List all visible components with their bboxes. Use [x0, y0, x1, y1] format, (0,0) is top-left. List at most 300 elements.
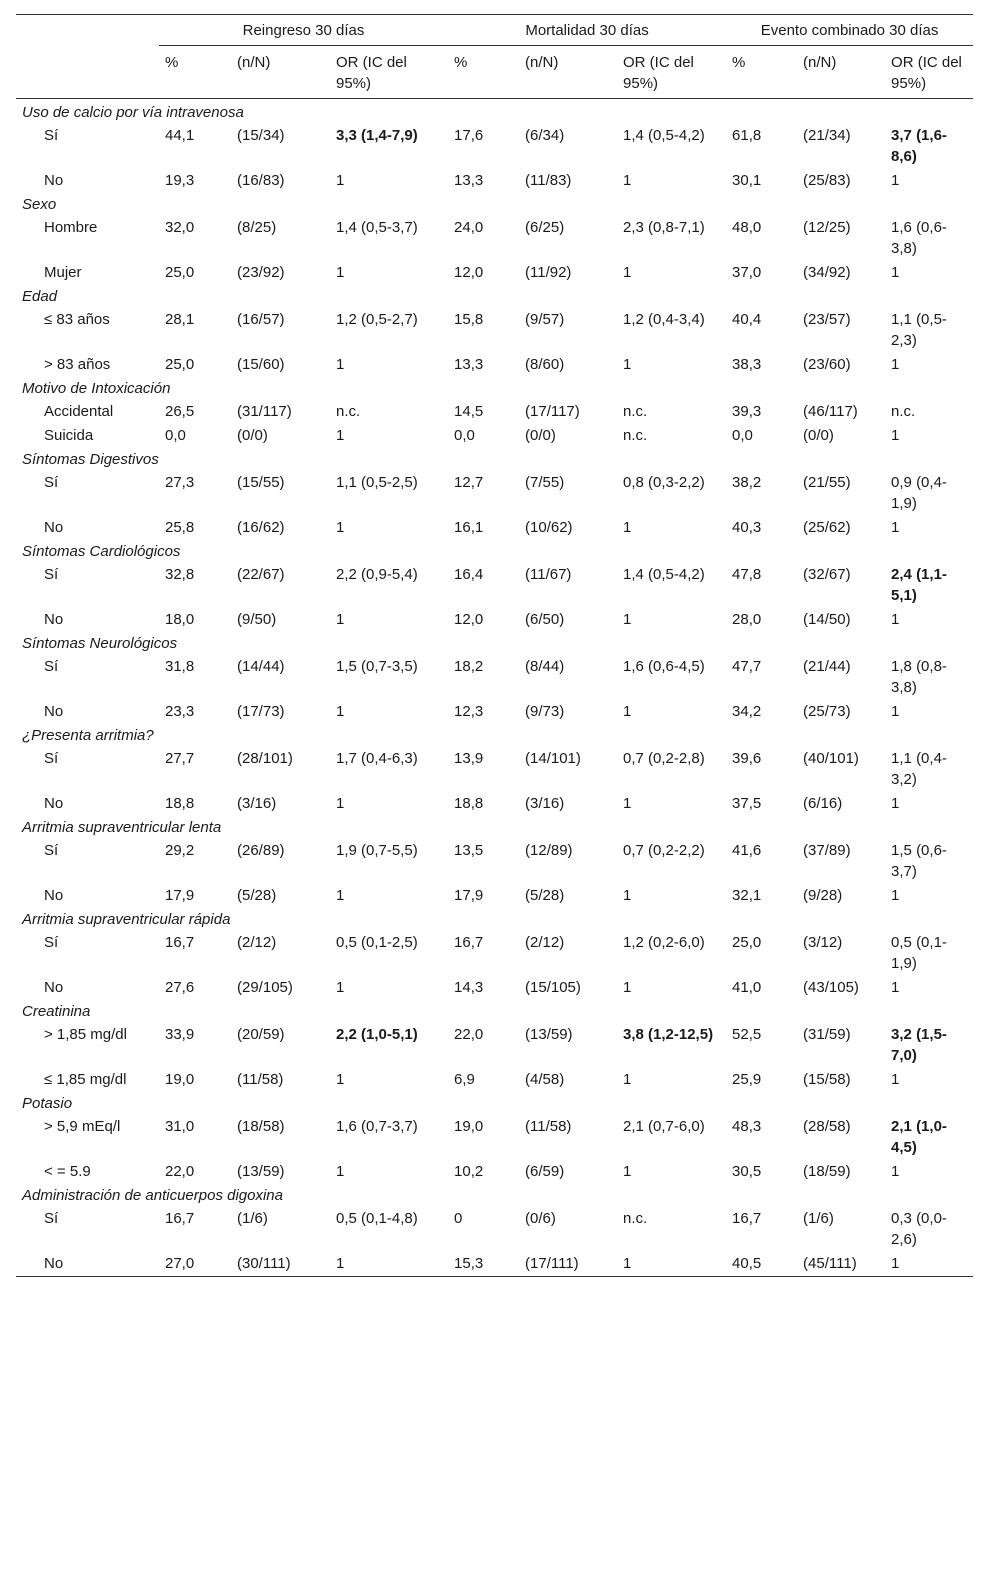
- cell-pct: 15,8: [454, 311, 484, 328]
- table-row: [16, 400, 973, 424]
- cell-pct: 40,5: [732, 1255, 762, 1272]
- table-header: [16, 15, 973, 99]
- cell-pct: 12,7: [454, 474, 484, 491]
- cell-nn: (37/89): [803, 842, 851, 859]
- cell-or: 0,9 (0,4-1,9): [891, 474, 947, 512]
- cell-nn: (23/60): [803, 356, 851, 373]
- subheader-pct: %: [165, 54, 179, 71]
- cell-nn: (12/89): [525, 842, 573, 859]
- cell-nn: (15/105): [525, 979, 581, 996]
- cell-or: 1: [891, 1071, 900, 1088]
- table-row: [16, 516, 973, 540]
- table-row: [16, 563, 973, 608]
- cell-nn: (21/44): [803, 658, 851, 675]
- cell-pct: 17,9: [454, 887, 484, 904]
- table-row: [16, 1068, 973, 1092]
- subheader-row: [16, 46, 973, 99]
- section-title: ¿Presenta arritmia?: [22, 727, 154, 744]
- subheader-or: OR (IC del 95%): [623, 54, 694, 92]
- cell-or: 1: [623, 887, 632, 904]
- row-label: Mujer: [44, 264, 82, 281]
- row-label: ≤ 83 años: [44, 311, 110, 328]
- table-row: [16, 169, 973, 193]
- cell-or: 1: [891, 264, 900, 281]
- cell-pct: 39,3: [732, 403, 762, 420]
- cell-or: 1: [891, 356, 900, 373]
- cell-or: 1,4 (0,5-3,7): [336, 219, 418, 236]
- cell-pct: 38,2: [732, 474, 762, 491]
- row-label: Accidental: [44, 403, 114, 420]
- cell-nn: (23/92): [237, 264, 285, 281]
- cell-or: 1: [891, 427, 900, 444]
- cell-pct: 44,1: [165, 127, 195, 144]
- table-row: [16, 1023, 973, 1068]
- cell-pct: 28,0: [732, 611, 762, 628]
- section-title: Edad: [22, 288, 58, 305]
- cell-or: 1,2 (0,2-6,0): [623, 934, 705, 951]
- cell-or: 1: [891, 887, 900, 904]
- section-header-row: [16, 632, 973, 655]
- cell-nn: (18/58): [237, 1118, 285, 1135]
- cell-nn: (6/25): [525, 219, 565, 236]
- row-label: ≤ 1,85 mg/dl: [44, 1071, 127, 1088]
- cell-nn: (11/58): [525, 1118, 572, 1135]
- section-header-row: [16, 1184, 973, 1207]
- cell-pct: 22,0: [165, 1163, 195, 1180]
- cell-nn: (5/28): [237, 887, 277, 904]
- row-label: < = 5.9: [44, 1163, 91, 1180]
- cell-pct: 0,0: [732, 427, 753, 444]
- row-label: Sí: [44, 934, 59, 951]
- row-label: Sí: [44, 658, 59, 675]
- cell-pct: 12,3: [454, 703, 484, 720]
- cell-or: 1,5 (0,7-3,5): [336, 658, 418, 675]
- row-label: Sí: [44, 1210, 59, 1227]
- cell-or: 1: [336, 1163, 345, 1180]
- cell-or: n.c.: [623, 1210, 648, 1227]
- cell-or: 1,1 (0,4-3,2): [891, 750, 947, 788]
- row-label: > 83 años: [44, 356, 111, 373]
- cell-nn: (31/117): [237, 403, 292, 420]
- cell-nn: (25/73): [803, 703, 851, 720]
- cell-pct: 32,8: [165, 566, 195, 583]
- row-label: No: [44, 611, 64, 628]
- cell-or: 0,5 (0,1-1,9): [891, 934, 947, 972]
- cell-or: 2,4 (1,1-5,1): [891, 566, 947, 604]
- cell-nn: (16/57): [237, 311, 285, 328]
- cell-nn: (17/73): [237, 703, 285, 720]
- cell-or: n.c.: [623, 403, 648, 420]
- row-label: Hombre: [44, 219, 98, 236]
- row-label: > 5,9 mEq/l: [44, 1118, 121, 1135]
- cell-pct: 17,9: [165, 887, 195, 904]
- cell-or: 1: [891, 611, 900, 628]
- results-table: [16, 14, 973, 1277]
- section-title: Creatinina: [22, 1003, 91, 1020]
- cell-or: 1: [336, 795, 345, 812]
- cell-nn: (2/12): [237, 934, 277, 951]
- cell-nn: (0/0): [237, 427, 268, 444]
- cell-or: 1: [336, 1071, 345, 1088]
- cell-nn: (15/60): [237, 356, 285, 373]
- cell-or: n.c.: [623, 427, 648, 444]
- subheader-or: OR (IC del 95%): [336, 54, 407, 92]
- cell-pct: 24,0: [454, 219, 484, 236]
- cell-pct: 17,6: [454, 127, 484, 144]
- cell-or: 1: [336, 172, 345, 189]
- cell-pct: 0,0: [165, 427, 186, 444]
- cell-pct: 6,9: [454, 1071, 475, 1088]
- section-header-row: [16, 816, 973, 839]
- table-row: [16, 308, 973, 353]
- cell-nn: (0/0): [525, 427, 556, 444]
- cell-pct: 16,7: [165, 934, 195, 951]
- cell-pct: 48,0: [732, 219, 762, 236]
- cell-nn: (11/92): [525, 264, 572, 281]
- row-label: Sí: [44, 750, 59, 767]
- cell-pct: 30,5: [732, 1163, 762, 1180]
- cell-pct: 18,0: [165, 611, 195, 628]
- cell-pct: 27,0: [165, 1255, 195, 1272]
- cell-pct: 25,0: [165, 264, 195, 281]
- table-row: [16, 353, 973, 377]
- cell-pct: 25,8: [165, 519, 195, 536]
- cell-nn: (0/0): [803, 427, 834, 444]
- cell-pct: 28,1: [165, 311, 195, 328]
- cell-or: 1: [336, 264, 345, 281]
- cell-pct: 41,0: [732, 979, 762, 996]
- cell-pct: 22,0: [454, 1026, 484, 1043]
- cell-pct: 47,7: [732, 658, 762, 675]
- cell-or: 1: [891, 979, 900, 996]
- cell-pct: 33,9: [165, 1026, 195, 1043]
- cell-nn: (6/34): [525, 127, 565, 144]
- section-header-row: [16, 908, 973, 931]
- cell-nn: (46/117): [803, 403, 858, 420]
- cell-pct: 27,7: [165, 750, 195, 767]
- section-title: Uso de calcio por vía intravenosa: [22, 104, 244, 121]
- cell-or: 1: [336, 356, 345, 373]
- subheader-nn: (n/N): [803, 54, 837, 71]
- cell-or: 3,7 (1,6-8,6): [891, 127, 947, 165]
- cell-pct: 48,3: [732, 1118, 762, 1135]
- subheader-nn: (n/N): [525, 54, 559, 71]
- cell-pct: 23,3: [165, 703, 195, 720]
- cell-nn: (8/44): [525, 658, 565, 675]
- cell-nn: (16/83): [237, 172, 285, 189]
- cell-pct: 16,7: [165, 1210, 195, 1227]
- cell-pct: 18,8: [165, 795, 195, 812]
- table-row: [16, 747, 973, 792]
- row-label: Sí: [44, 127, 59, 144]
- cell-pct: 37,0: [732, 264, 762, 281]
- cell-nn: (11/58): [237, 1071, 284, 1088]
- cell-nn: (9/50): [237, 611, 277, 628]
- cell-pct: 41,6: [732, 842, 762, 859]
- table-row: [16, 931, 973, 976]
- group-header-mortalidad: Mortalidad 30 días: [448, 15, 726, 46]
- cell-nn: (6/16): [803, 795, 843, 812]
- cell-pct: 16,4: [454, 566, 484, 583]
- cell-or: 1: [891, 795, 900, 812]
- cell-or: 1,7 (0,4-6,3): [336, 750, 418, 767]
- cell-nn: (14/44): [237, 658, 285, 675]
- cell-pct: 19,0: [454, 1118, 484, 1135]
- cell-or: n.c.: [336, 403, 361, 420]
- table-container: [16, 14, 973, 1277]
- cell-or: 0,5 (0,1-4,8): [336, 1210, 418, 1227]
- cell-nn: (1/6): [237, 1210, 268, 1227]
- cell-nn: (26/89): [237, 842, 285, 859]
- row-label: Sí: [44, 842, 59, 859]
- section-header-row: [16, 193, 973, 216]
- cell-nn: (6/50): [525, 611, 565, 628]
- cell-or: 3,8 (1,2-12,5): [623, 1026, 714, 1043]
- cell-nn: (16/62): [237, 519, 285, 536]
- cell-or: 1: [623, 1163, 632, 1180]
- cell-pct: 18,2: [454, 658, 484, 675]
- section-title: Síntomas Neurológicos: [22, 635, 178, 652]
- cell-nn: (14/101): [525, 750, 581, 767]
- cell-or: 1,1 (0,5-2,5): [336, 474, 418, 491]
- cell-or: 1: [623, 611, 632, 628]
- row-label: No: [44, 172, 64, 189]
- table-row: [16, 1115, 973, 1160]
- cell-pct: 31,8: [165, 658, 195, 675]
- cell-or: 1,8 (0,8-3,8): [891, 658, 947, 696]
- table-row: [16, 1160, 973, 1184]
- table-row: [16, 1207, 973, 1252]
- cell-nn: (18/59): [803, 1163, 851, 1180]
- cell-or: 2,3 (0,8-7,1): [623, 219, 705, 236]
- cell-nn: (28/58): [803, 1118, 851, 1135]
- cell-pct: 37,5: [732, 795, 762, 812]
- cell-pct: 25,9: [732, 1071, 762, 1088]
- cell-pct: 14,3: [454, 979, 484, 996]
- cell-pct: 12,0: [454, 611, 484, 628]
- section-title: Síntomas Cardiológicos: [22, 543, 181, 560]
- cell-or: 1,6 (0,7-3,7): [336, 1118, 418, 1135]
- cell-pct: 14,5: [454, 403, 484, 420]
- cell-pct: 13,3: [454, 172, 484, 189]
- row-label: No: [44, 795, 64, 812]
- cell-or: 2,2 (1,0-5,1): [336, 1026, 418, 1043]
- subheader-pct: %: [732, 54, 746, 71]
- section-title: Sexo: [22, 196, 57, 213]
- cell-or: 0,8 (0,3-2,2): [623, 474, 705, 491]
- section-title: Potasio: [22, 1095, 73, 1112]
- cell-nn: (6/59): [525, 1163, 565, 1180]
- cell-nn: (25/62): [803, 519, 851, 536]
- cell-pct: 29,2: [165, 842, 195, 859]
- cell-nn: (17/117): [525, 403, 580, 420]
- cell-or: 1,9 (0,7-5,5): [336, 842, 418, 859]
- cell-nn: (40/101): [803, 750, 859, 767]
- cell-nn: (0/6): [525, 1210, 556, 1227]
- cell-or: 1: [623, 1255, 632, 1272]
- cell-nn: (13/59): [525, 1026, 573, 1043]
- cell-or: 0,7 (0,2-2,2): [623, 842, 705, 859]
- subheader-pct: %: [454, 54, 468, 71]
- cell-or: 1: [623, 1071, 632, 1088]
- section-header-row: [16, 377, 973, 400]
- cell-nn: (14/50): [803, 611, 851, 628]
- cell-nn: (8/60): [525, 356, 565, 373]
- table-row: [16, 471, 973, 516]
- table-row: [16, 261, 973, 285]
- cell-nn: (21/34): [803, 127, 851, 144]
- section-title: Motivo de Intoxicación: [22, 380, 171, 397]
- cell-or: 1,2 (0,4-3,4): [623, 311, 705, 328]
- cell-nn: (23/57): [803, 311, 851, 328]
- section-title: Síntomas Digestivos: [22, 451, 159, 468]
- section-header-row: [16, 1000, 973, 1023]
- cell-or: 1,5 (0,6-3,7): [891, 842, 947, 880]
- cell-nn: (29/105): [237, 979, 293, 996]
- cell-nn: (15/34): [237, 127, 285, 144]
- cell-nn: (1/6): [803, 1210, 834, 1227]
- cell-pct: 30,1: [732, 172, 762, 189]
- cell-or: 1: [623, 356, 632, 373]
- row-label: No: [44, 1255, 64, 1272]
- cell-nn: (9/28): [803, 887, 843, 904]
- subheader-or: OR (IC del 95%): [891, 54, 962, 92]
- cell-nn: (3/12): [803, 934, 843, 951]
- section-header-row: [16, 540, 973, 563]
- cell-or: n.c.: [891, 403, 916, 420]
- cell-or: 2,1 (0,7-6,0): [623, 1118, 705, 1135]
- cell-pct: 16,7: [454, 934, 484, 951]
- cell-nn: (43/105): [803, 979, 859, 996]
- cell-nn: (21/55): [803, 474, 851, 491]
- cell-or: 1: [623, 703, 632, 720]
- cell-or: 1: [623, 979, 632, 996]
- cell-pct: 26,5: [165, 403, 195, 420]
- cell-pct: 15,3: [454, 1255, 484, 1272]
- cell-or: 1: [623, 172, 632, 189]
- cell-or: 1: [623, 795, 632, 812]
- cell-nn: (13/59): [237, 1163, 285, 1180]
- cell-nn: (9/73): [525, 703, 565, 720]
- cell-nn: (3/16): [237, 795, 277, 812]
- cell-pct: 27,6: [165, 979, 195, 996]
- cell-nn: (28/101): [237, 750, 293, 767]
- cell-or: 2,2 (0,9-5,4): [336, 566, 418, 583]
- group-header-reingreso: Reingreso 30 días: [159, 15, 448, 46]
- cell-nn: (2/12): [525, 934, 565, 951]
- cell-pct: 52,5: [732, 1026, 762, 1043]
- cell-pct: 40,3: [732, 519, 762, 536]
- section-title: Arritmia supraventricular lenta: [22, 819, 222, 836]
- row-label: No: [44, 887, 64, 904]
- subheader-nn: (n/N): [237, 54, 271, 71]
- cell-or: 1: [336, 703, 345, 720]
- group-header-evento: Evento combinado 30 días: [726, 15, 973, 46]
- cell-pct: 0: [454, 1210, 463, 1227]
- table-body: [16, 99, 973, 1277]
- cell-pct: 13,5: [454, 842, 484, 859]
- cell-or: 1: [891, 1163, 900, 1180]
- table-row: [16, 216, 973, 261]
- cell-nn: (34/92): [803, 264, 851, 281]
- cell-nn: (4/58): [525, 1071, 565, 1088]
- section-header-row: [16, 448, 973, 471]
- cell-or: 1: [891, 172, 900, 189]
- cell-pct: 13,3: [454, 356, 484, 373]
- section-title: Administración de anticuerpos digoxina: [22, 1187, 283, 1204]
- cell-nn: (15/55): [237, 474, 285, 491]
- row-label: > 1,85 mg/dl: [44, 1026, 127, 1043]
- cell-nn: (32/67): [803, 566, 851, 583]
- cell-nn: (7/55): [525, 474, 565, 491]
- cell-pct: 12,0: [454, 264, 484, 281]
- cell-or: 1: [336, 979, 345, 996]
- cell-nn: (11/83): [525, 172, 572, 189]
- cell-nn: (11/67): [525, 566, 572, 583]
- cell-or: 0,3 (0,0-2,6): [891, 1210, 947, 1248]
- cell-pct: 19,3: [165, 172, 195, 189]
- cell-pct: 32,0: [165, 219, 195, 236]
- cell-pct: 13,9: [454, 750, 484, 767]
- corner-cell: [16, 15, 159, 46]
- row-label: Sí: [44, 474, 59, 491]
- cell-or: 1: [336, 1255, 345, 1272]
- cell-pct: 25,0: [732, 934, 762, 951]
- cell-nn: (17/111): [525, 1255, 579, 1272]
- cell-pct: 31,0: [165, 1118, 195, 1135]
- table-row: [16, 700, 973, 724]
- cell-pct: 40,4: [732, 311, 762, 328]
- cell-nn: (22/67): [237, 566, 285, 583]
- cell-pct: 32,1: [732, 887, 762, 904]
- section-header-row: [16, 99, 973, 125]
- cell-or: 1: [336, 519, 345, 536]
- row-label: Sí: [44, 566, 59, 583]
- cell-pct: 16,7: [732, 1210, 762, 1227]
- cell-pct: 39,6: [732, 750, 762, 767]
- cell-or: 1,4 (0,5-4,2): [623, 566, 705, 583]
- table-row: [16, 839, 973, 884]
- section-header-row: [16, 1092, 973, 1115]
- cell-or: 3,2 (1,5-7,0): [891, 1026, 947, 1064]
- cell-or: 1,4 (0,5-4,2): [623, 127, 705, 144]
- cell-pct: 0,0: [454, 427, 475, 444]
- cell-or: 1: [336, 427, 345, 444]
- cell-nn: (30/111): [237, 1255, 291, 1272]
- row-label: No: [44, 703, 64, 720]
- table-row: [16, 1252, 973, 1277]
- table-row: [16, 655, 973, 700]
- cell-or: 1,2 (0,5-2,7): [336, 311, 418, 328]
- cell-nn: (45/111): [803, 1255, 857, 1272]
- cell-or: 1: [336, 611, 345, 628]
- cell-or: 1: [891, 519, 900, 536]
- cell-nn: (8/25): [237, 219, 277, 236]
- cell-pct: 38,3: [732, 356, 762, 373]
- cell-nn: (20/59): [237, 1026, 285, 1043]
- cell-or: 2,1 (1,0-4,5): [891, 1118, 947, 1156]
- section-header-row: [16, 285, 973, 308]
- cell-pct: 10,2: [454, 1163, 484, 1180]
- cell-nn: (31/59): [803, 1026, 851, 1043]
- cell-pct: 47,8: [732, 566, 762, 583]
- cell-or: 0,7 (0,2-2,8): [623, 750, 705, 767]
- cell-pct: 61,8: [732, 127, 762, 144]
- table-row: [16, 124, 973, 169]
- cell-or: 3,3 (1,4-7,9): [336, 127, 418, 144]
- row-label: No: [44, 519, 64, 536]
- cell-or: 1: [623, 519, 632, 536]
